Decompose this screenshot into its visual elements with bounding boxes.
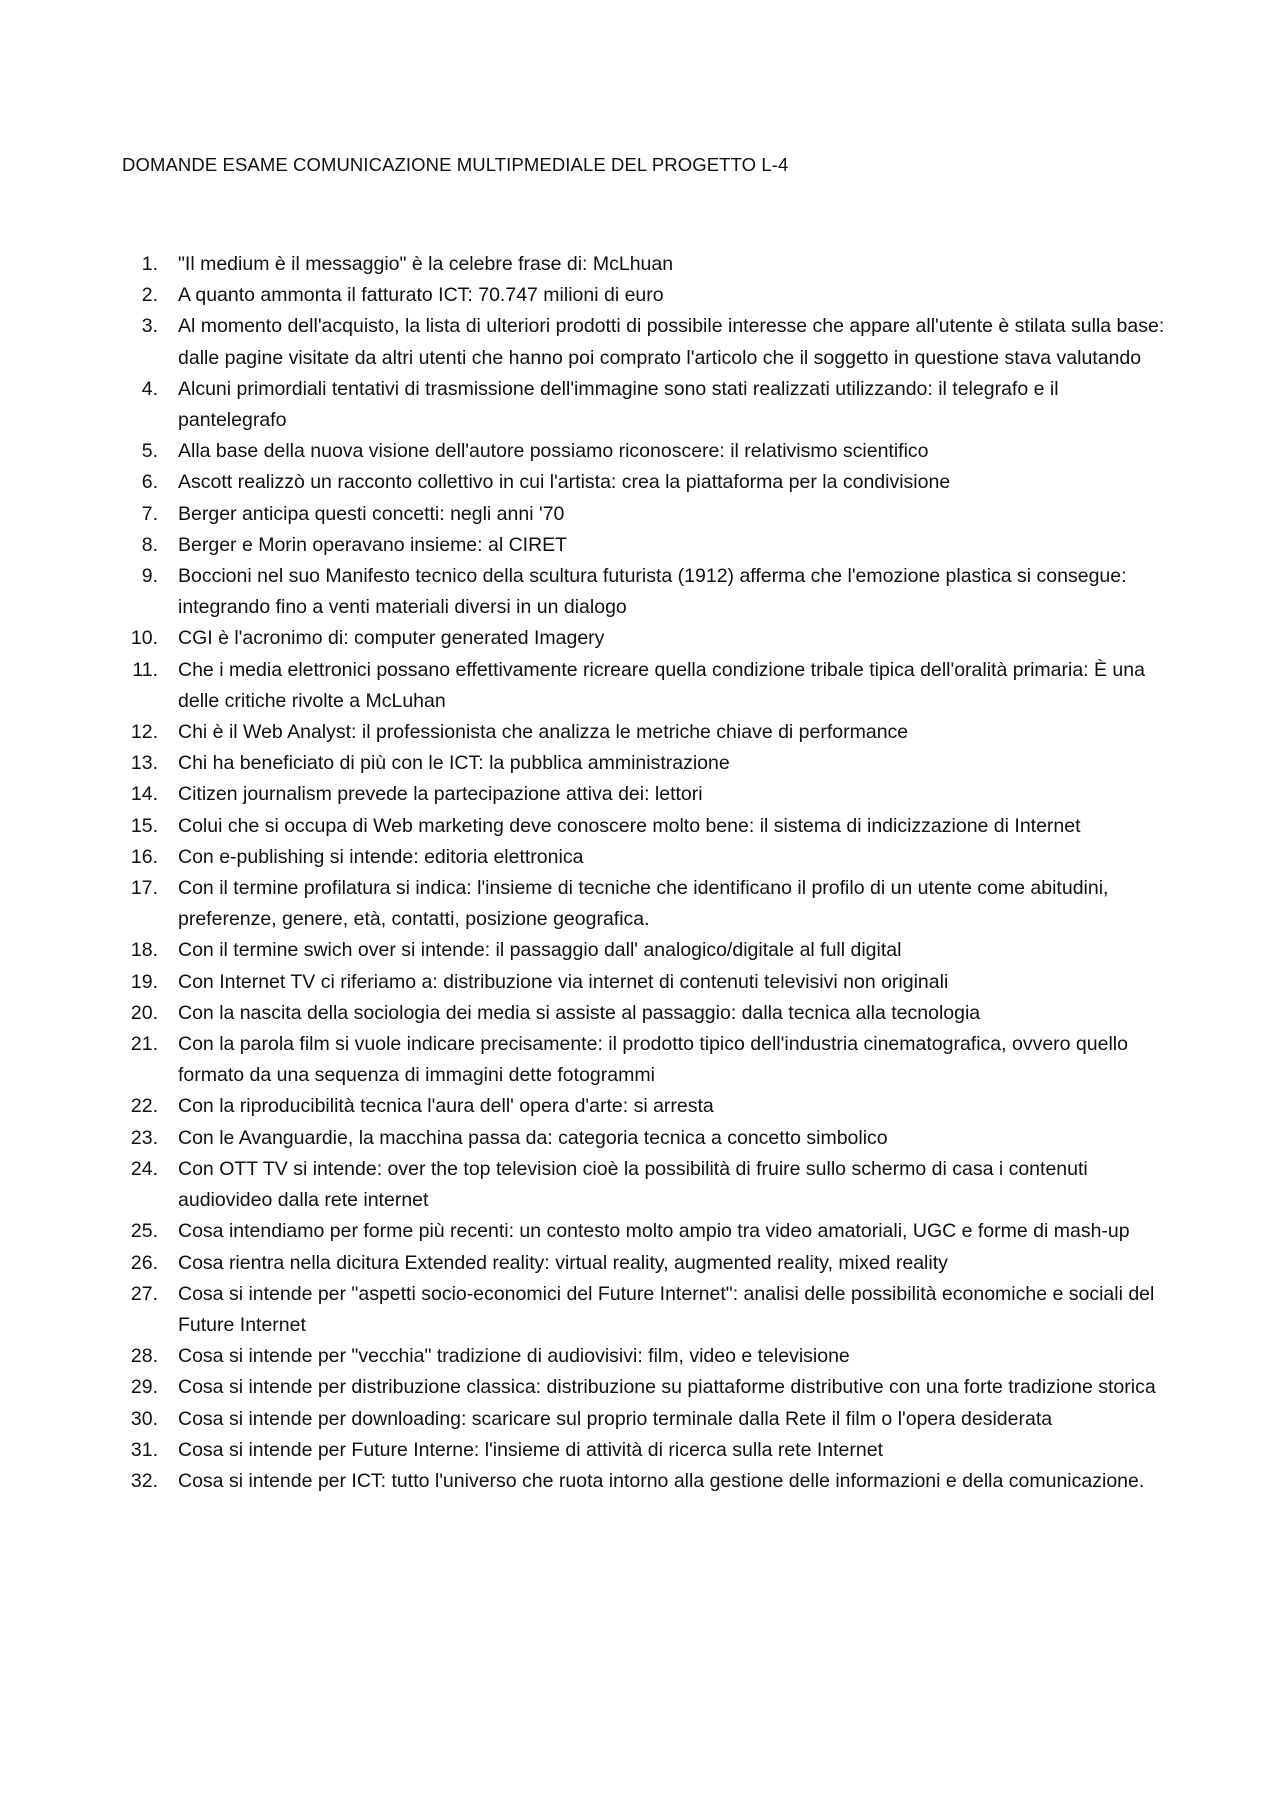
question-number: 21.	[130, 1033, 158, 1056]
page-title: DOMANDE ESAME COMUNICAZIONE MULTIPMEDIALE DEL PROGETTO L-4	[122, 154, 789, 175]
question-number: 1.	[141, 253, 158, 275]
list-item	[0, 998, 1280, 1029]
question-text: Cosa rientra nella dicitura Extended reality: virtual reality, augmented reality, mixed reality	[178, 1251, 948, 1274]
question-text: Cosa si intende per Future Interne: l'insieme di attività di ricerca sulla rete Internet	[178, 1438, 883, 1461]
question-text: Con Internet TV ci riferiamo a: distribuzione via internet di contenuti televisivi non originali	[178, 970, 949, 993]
question-number: 19.	[130, 970, 158, 993]
list-item	[0, 1279, 1280, 1341]
list-item	[0, 280, 1280, 311]
question-text: Ascott realizzò un racconto collettivo in cui l'artista: crea la piattaforma per la condivisione	[178, 471, 951, 494]
question-text: Boccioni nel suo Manifesto tecnico della scultura futurista (1912) afferma che l'emozione plastica si consegue: integrando fino a venti materiali diversi in un dialogo	[178, 565, 1127, 619]
question-number: 29.	[130, 1376, 158, 1399]
question-number: 9.	[141, 565, 158, 588]
list-item	[0, 1248, 1280, 1279]
question-text: Chi è il Web Analyst: il professionista che analizza le metriche chiave di performance	[178, 721, 909, 744]
question-text: A quanto ammonta il fatturato ICT: 70.747 milioni di euro	[178, 284, 664, 307]
question-text: Con e-publishing si intende: editoria elettronica	[178, 845, 584, 868]
question-text: Berger e Morin operavano insieme: al CIRET	[178, 533, 568, 556]
list-item	[0, 1404, 1280, 1435]
list-item	[0, 1216, 1280, 1247]
question-text: Alla base della nuova visione dell'autore possiamo riconoscere: il relativismo scientifico	[178, 440, 929, 463]
list-item	[0, 873, 1280, 935]
question-number: 13.	[130, 752, 158, 775]
question-number: 18.	[130, 939, 158, 962]
question-number: 8.	[141, 533, 158, 556]
question-text: Chi ha beneficiato di più con le ICT: la pubblica amministrazione	[178, 752, 730, 775]
question-text: Cosa si intende per downloading: scaricare sul proprio terminale dalla Rete il film o l'opera desiderata	[178, 1407, 1053, 1430]
question-number: 7.	[141, 502, 158, 525]
question-number: 30.	[130, 1407, 158, 1430]
list-item	[0, 811, 1280, 842]
question-text: Cosa si intende per "aspetti socio-economici del Future Internet": analisi delle possibilità economiche e sociali del Future Internet	[178, 1282, 1155, 1336]
question-text: Con le Avanguardie, la macchina passa da: categoria tecnica a concetto simbolico	[178, 1126, 888, 1149]
list-item	[0, 623, 1280, 654]
question-number: 28.	[130, 1345, 158, 1368]
question-number: 15.	[130, 814, 158, 837]
list-item	[0, 436, 1280, 467]
question-number: 22.	[130, 1095, 158, 1118]
list-item	[0, 842, 1280, 873]
question-text: CGI è l'acronimo di: computer generated Imagery	[178, 627, 605, 650]
question-number: 12.	[130, 721, 158, 744]
question-text: Berger anticipa questi concetti: negli anni '70	[178, 502, 565, 525]
question-text: Con la parola film si vuole indicare precisamente: il prodotto tipico dell'industria cinematografica, ovvero quello formato da una sequenza di immagini dette fotogrammi	[178, 1033, 1128, 1087]
question-number: 17.	[130, 877, 158, 900]
list-item	[0, 467, 1280, 498]
question-number: 10.	[130, 627, 158, 650]
question-number: 20.	[130, 1001, 158, 1024]
list-item	[0, 655, 1280, 717]
question-number: 23.	[130, 1126, 158, 1149]
question-text: Che i media elettronici possano effettivamente ricreare quella condizione tribale tipica dell'oralità primaria: È una delle critiche rivolte a McLuhan	[178, 658, 1145, 712]
question-number: 32.	[130, 1469, 158, 1492]
question-number: 25.	[130, 1220, 158, 1243]
question-number: 4.	[141, 377, 158, 400]
list-item	[0, 311, 1280, 373]
question-text: Citizen journalism prevede la partecipazione attiva dei: lettori	[178, 783, 703, 806]
list-item	[0, 967, 1280, 998]
question-text: Con il termine profilatura si indica: l'insieme di tecniche che identificano il profilo di un utente come abitudini, preferenze, genere, età, contatti, posizione geografica.	[178, 877, 1109, 931]
question-number: 14.	[130, 783, 158, 806]
list-item	[0, 499, 1280, 530]
question-number: 16.	[130, 845, 158, 868]
list-item	[0, 249, 1280, 280]
list-item	[0, 1154, 1280, 1216]
question-text: Colui che si occupa di Web marketing deve conoscere molto bene: il sistema di indicizzazione di Internet	[178, 814, 1081, 837]
question-number: 27.	[130, 1282, 158, 1305]
list-item	[0, 1466, 1280, 1497]
question-text: Con il termine swich over si intende: il passaggio dall' analogico/digitale al full digital	[178, 939, 902, 962]
question-text: Cosa si intende per ICT: tutto l'universo che ruota intorno alla gestione delle informazioni e della comunicazione.	[178, 1469, 1145, 1492]
question-text: Con la nascita della sociologia dei media si assiste al passaggio: dalla tecnica alla tecnologia	[178, 1001, 981, 1024]
list-item	[0, 748, 1280, 779]
list-item	[0, 1341, 1280, 1372]
question-text: Alcuni primordiali tentativi di trasmissione dell'immagine sono stati realizzati utilizzando: il telegrafo e il pantelegrafo	[178, 377, 1059, 432]
question-text: Con OTT TV si intende: over the top television cioè la possibilità di fruire sullo schermo di casa i contenuti audiovideo dalla rete internet	[178, 1157, 1088, 1212]
list-item	[0, 935, 1280, 966]
question-number: 3.	[141, 315, 158, 338]
list-item	[0, 1091, 1280, 1122]
list-item	[0, 1029, 1280, 1091]
question-number: 11.	[132, 658, 158, 681]
list-item	[0, 717, 1280, 748]
question-text: Cosa si intende per "vecchia" tradizione di audiovisivi: film, video e televisione	[178, 1345, 850, 1368]
question-list	[0, 249, 1280, 1497]
list-item	[0, 530, 1280, 561]
question-number: 6.	[141, 471, 158, 494]
question-text: Al momento dell'acquisto, la lista di ulteriori prodotti di possibile interesse che appare all'utente è stilata sulla base: dalle pagine visitate da altri utenti che hanno poi comprato l'articolo che il soggetto in questione stava valutando	[178, 315, 1165, 369]
question-text: Cosa si intende per distribuzione classica: distribuzione su piattaforme distributive con una forte tradizione storica	[178, 1376, 1156, 1399]
question-number: 31.	[130, 1438, 158, 1461]
question-text: "Il medium è il messaggio" è la celebre frase di: McLhuan	[178, 253, 674, 275]
list-item	[0, 779, 1280, 810]
list-item	[0, 1372, 1280, 1403]
question-number: 5.	[141, 440, 158, 463]
list-item	[0, 561, 1280, 623]
list-item	[0, 1123, 1280, 1154]
question-number: 24.	[130, 1157, 158, 1180]
question-text: Con la riproducibilità tecnica l'aura dell' opera d'arte: si arresta	[178, 1095, 714, 1118]
list-item	[0, 1435, 1280, 1466]
list-item	[0, 374, 1280, 436]
question-number: 2.	[141, 284, 158, 307]
question-number: 26.	[130, 1251, 158, 1274]
question-text: Cosa intendiamo per forme più recenti: un contesto molto ampio tra video amatoriali, UGC e forme di mash-up	[178, 1220, 1130, 1243]
